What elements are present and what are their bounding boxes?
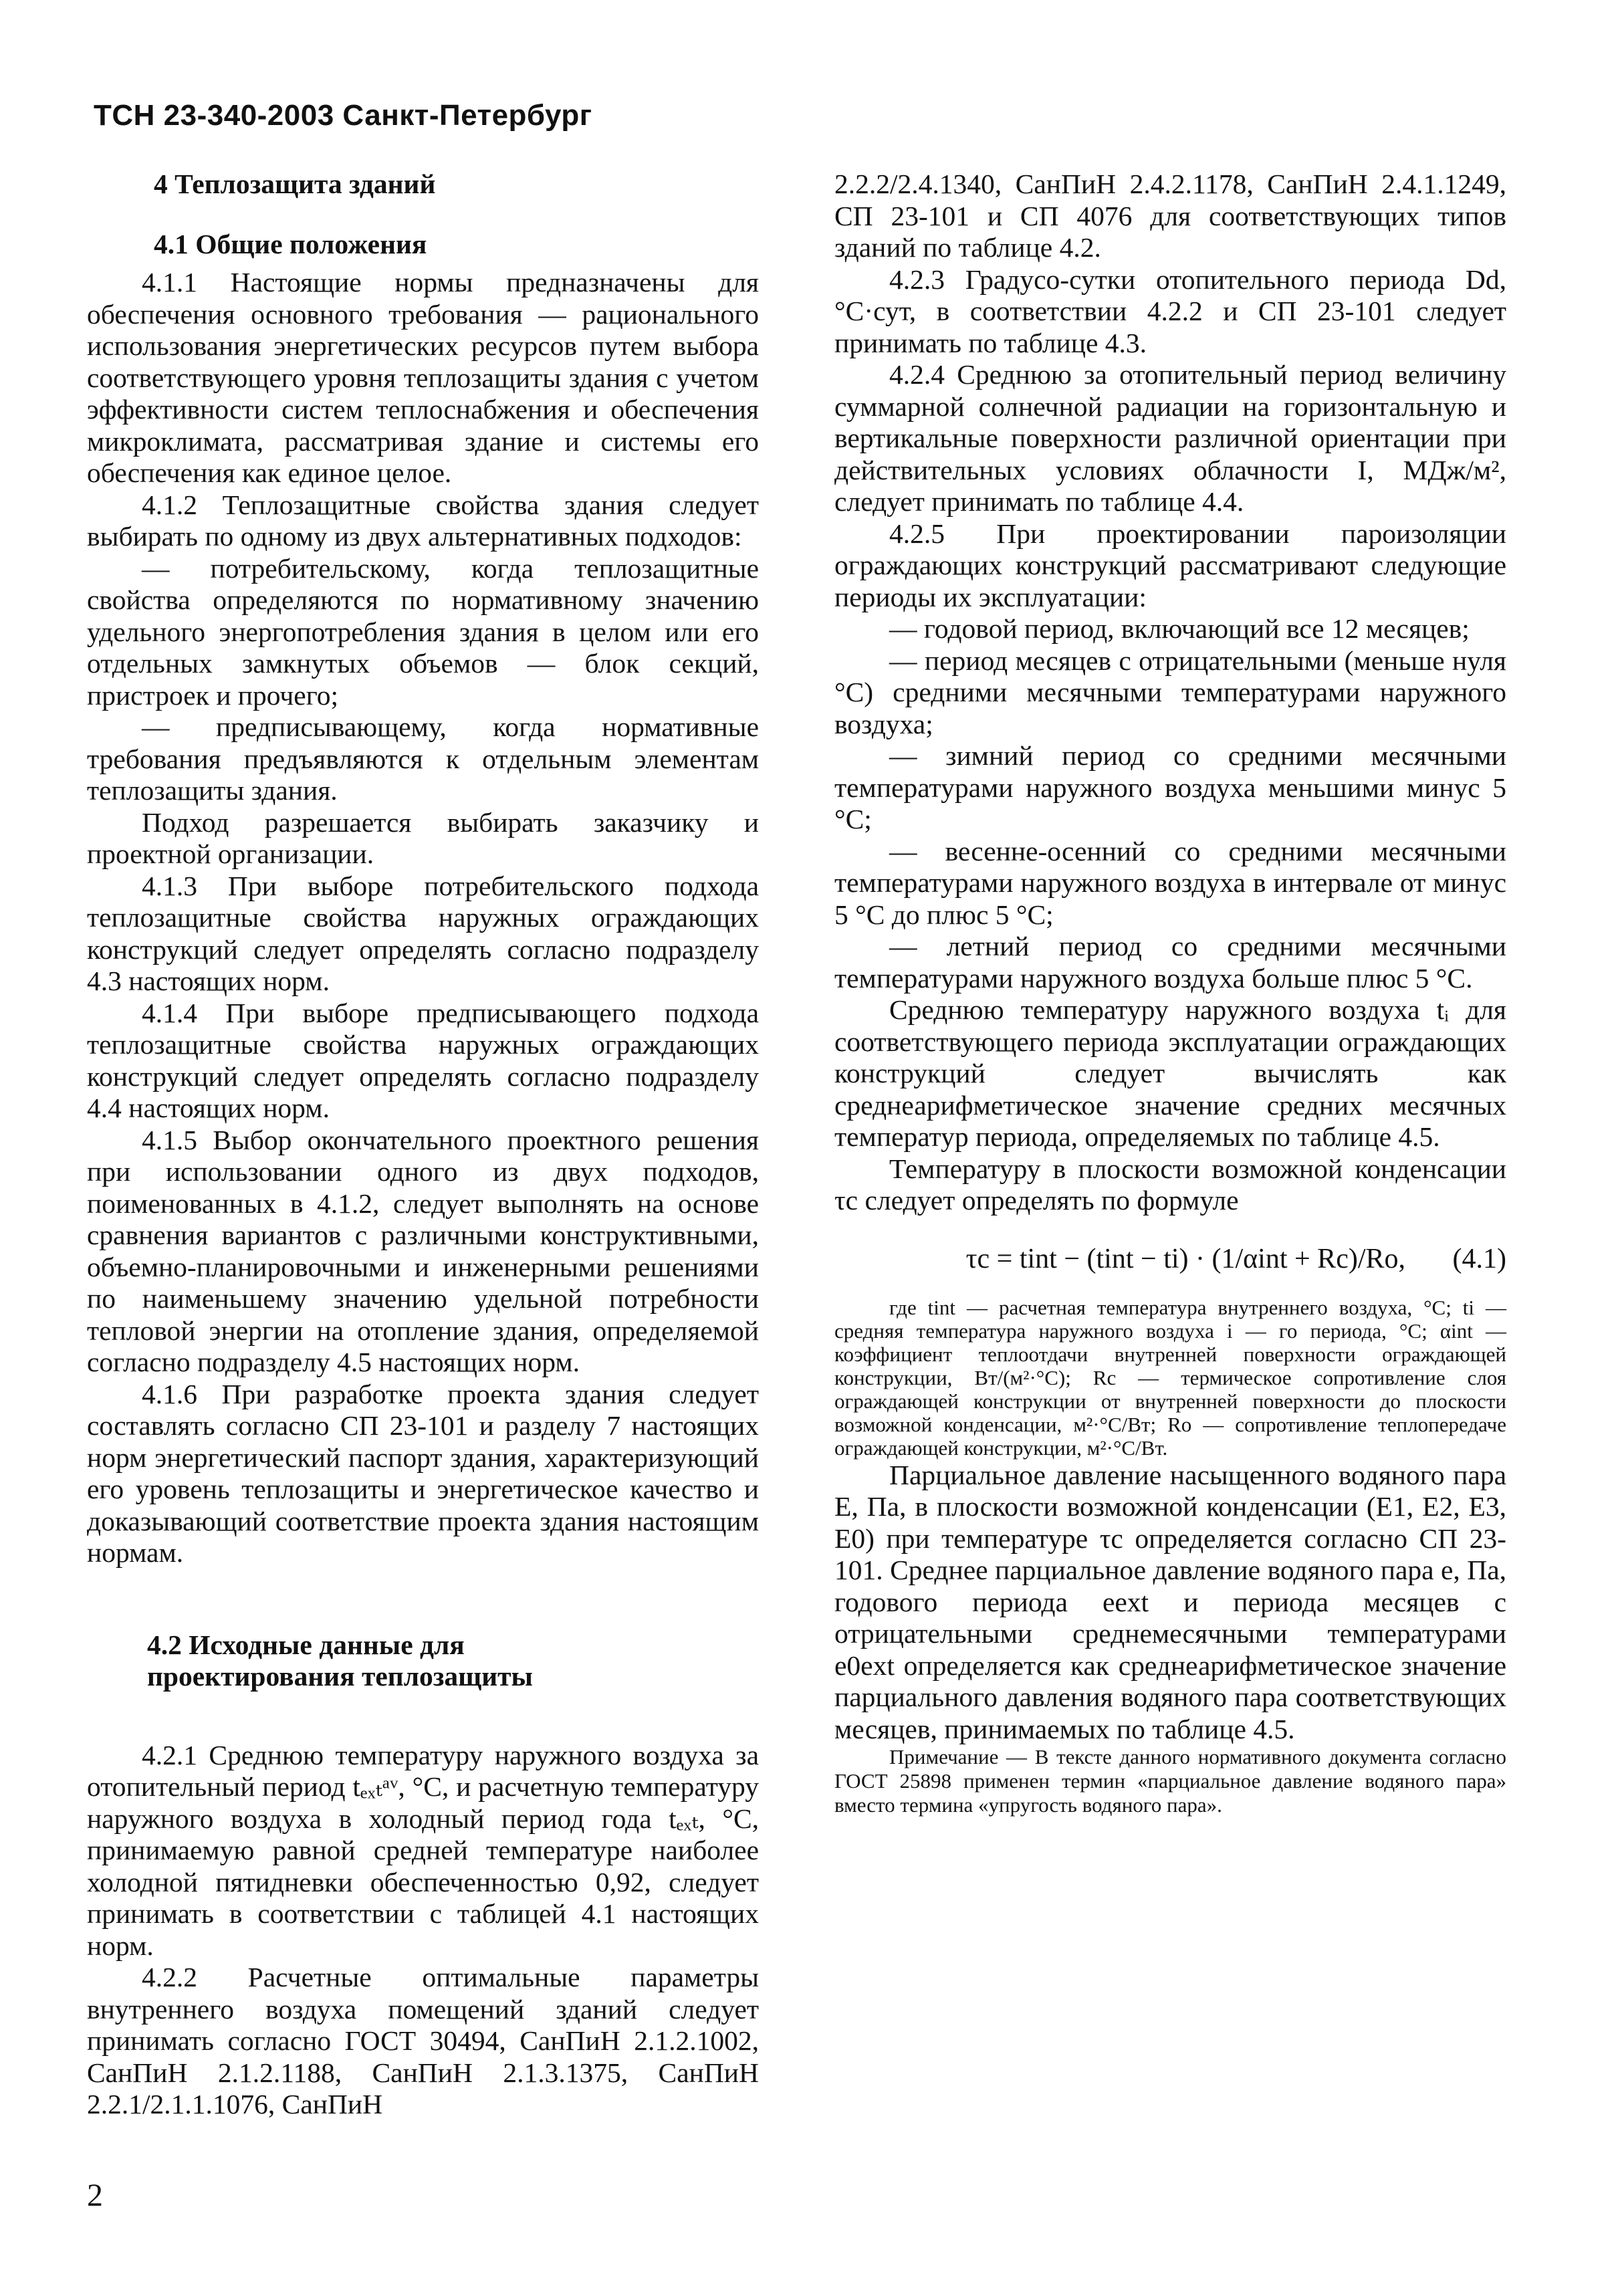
paragraph-4-1-1: 4.1.1 Настоящие нормы предназначены для обеспечения основного требования — рационального использования энергетических ресурсов путем выбора соответствующего уровня теплозащиты здания с учетом эффективности систем теплоснабжения и обеспечения микроклимата, рассматривая здание и системы его обеспечения как единое целое. [87,267,759,488]
paragraph-4-2-3: 4.2.3 Градусо-сутки отопительного периода Dd, °С·сут, в соответствии 4.2.2 и СП 23-101 следует принимать по таблице 4.3. [834,263,1506,358]
paragraph-4-1-3: 4.1.3 При выборе потребительского подхода теплозащитные свойства наружных ограждающих конструкций следует определять согласно подразделу 4.3 настоящих норм. [87,870,759,996]
paragraph-4-2-5-a: — годовой период, включающий все 12 месяцев; [889,613,1470,644]
page-header: ТСН 23-340-2003 Санкт-Петербург [94,99,592,132]
note: Примечание — В тексте данного нормативного документа согласно ГОСТ 25898 применен термин «парциальное давление водяного пара» вместо термина «упругость водяного пара». [834,1745,1506,1817]
subsection-title-4-2 [87,1629,759,1693]
subsection-4-2-line2: проектирования теплозащиты [147,1661,533,1692]
paragraph-4-2-4: 4.2.4 Среднюю за отопительный период величину суммарной солнечной радиации на горизонтальную и вертикальные поверхности различной ориентации при действительных условиях облачности I, МДж/м², следует принимать по таблице 4.4. [834,359,1506,517]
section-title: 4 Теплозащита зданий [154,168,436,199]
paragraph-4-1-2-a: — потребительскому, когда теплозащитные свойства определяются по нормативному значению удельного энергопотребления здания в целом или его отдельных замкнутых объемов — блок секций, пристроек и прочего; [87,552,759,711]
formula-expression: τc = tint − (tint − ti) · (1/αint + Rc)/Ro, [965,1243,1406,1274]
paragraph-4-2-5-e: — летний период со средними месячными температурами наружного воздуха больше плюс 5 °С. [834,931,1506,994]
left-column [87,168,759,2121]
paragraph-4-2-5-c: — зимний период со средними месячными температурами наружного воздуха меньшими минус 5 °С; [834,740,1506,834]
paragraph-4-1-4: 4.1.4 При выборе предписывающего подхода теплозащитные свойства наружных ограждающих конструкций следует определять согласно подразделу 4.4 настоящих норм. [87,997,759,1123]
paragraph-partial-pressure: Парциальное давление насыщенного водяного пара E, Па, в плоскости возможной конденсации (E1, E2, E3, E0) при температуре τc определяется согласно СП 23-101. Среднее парциальное давление водяного пара e, Па, годового периода eext и периода месяцев с отрицательными среднемесячными температурами e0ext определяется как среднеарифметическое значение парциального давления водяного пара соответствующих месяцев, принимаемых по таблице 4.5. [834,1459,1506,1744]
formula-number: (4.1) [1452,1243,1506,1274]
paragraph-4-1-2-c: Подход разрешается выбирать заказчику и проектной организации. [87,806,759,869]
formula-explanation: где tint — расчетная температура внутреннего воздуха, °С; ti — средняя температура наружного воздуха i — го периода, °С; αint — коэффициент теплоотдачи внутренней поверхности ограждающей конструкции, Вт/(м²·°С); Rc — термическое сопротивление слоя ограждающей конструкции от внутренней поверхности до плоскости возможной конденсации, м²·°С/Вт; Ro — сопротивление теплопередаче ограждающей конструкции, м²·°С/Вт. [834,1295,1506,1460]
right-column [834,168,1506,1817]
paragraph-4-1-5: 4.1.5 Выбор окончательного проектного решения при использовании одного из двух подходов, поименованных в 4.1.2, следует выполнять на основе сравнения вариантов с различными конструктивными, объемно-планировочными и инженерными решениями по наименьшему значению удельной потребности тепловой энергии на отопление здания, определяемой согласно подразделу 4.5 настоящих норм. [87,1124,759,1377]
formula-4-1 [834,1242,1506,1276]
paragraph-4-2-5-d: — весенне-осенний со средними месячными температурами наружного воздуха в интервале от минус 5 °С до плюс 5 °С; [834,835,1506,930]
page-number: 2 [87,2178,103,2213]
paragraph-4-2-5-f: Среднюю температуру наружного воздуха tᵢ для соответствующего периода эксплуатации ограждающих конструкций следует вычислять как среднеарифметическое значение средних месячных температур периода, определяемых по таблице 4.5. [834,994,1506,1152]
subsection-4-2-line1: 4.2 Исходные данные для [147,1629,465,1660]
subsection-title-4-1: 4.1 Общие положения [154,228,427,259]
paragraph-4-1-2: 4.1.2 Теплозащитные свойства здания следует выбирать по одному из двух альтернативных подходов: [87,489,759,552]
paragraph-4-2-5-b: — период месяцев с отрицательными (меньше нуля °С) средними месячными температурами наружного воздуха; [834,645,1506,739]
paragraph-4-2-2: 4.2.2 Расчетные оптимальные параметры внутреннего воздуха помещений зданий следует принимать согласно ГОСТ 30494, СанПиН 2.1.2.1002, СанПиН 2.1.2.1188, СанПиН 2.1.3.1375, СанПиН 2.2.1/2.1.1.1076, СанПиН [87,1962,759,2119]
paragraph-4-2-1: 4.2.1 Среднюю температуру наружного воздуха за отопительный период tₑₓₜᵃᵛ, °С, и расчетную температуру наружного воздуха в холодный период года tₑₓₜ, °С, принимаемую равной средней температуре наиболее холодной пятидневки обеспеченностью 0,92, следует принимать в соответствии с таблицей 4.1 настоящих норм. [87,1739,759,1961]
paragraph-4-2-5: 4.2.5 При проектировании пароизоляции ограждающих конструкций рассматривают следующие периоды их эксплуатации: [834,518,1506,612]
paragraph-4-2-2-continued: 2.2.2/2.4.1340, СанПиН 2.4.2.1178, СанПиН 2.4.1.1249, СП 23-101 и СП 4076 для соответствующих типов зданий по таблице 4.2. [834,168,1506,263]
paragraph-4-1-6: 4.1.6 При разработке проекта здания следует составлять согласно СП 23-101 и разделу 7 настоящих норм энергетический паспорт здания, характеризующий его уровень теплозащиты и энергетическое качество и доказывающий соответствие проекта здания настоящим нормам. [87,1378,759,1568]
paragraph-4-1-2-b: — предписывающему, когда нормативные требования предъявляются к отдельным элементам теплозащиты здания. [87,711,759,806]
paragraph-4-2-5-g: Температуру в плоскости возможной конденсации τc следует определять по формуле [834,1153,1506,1216]
